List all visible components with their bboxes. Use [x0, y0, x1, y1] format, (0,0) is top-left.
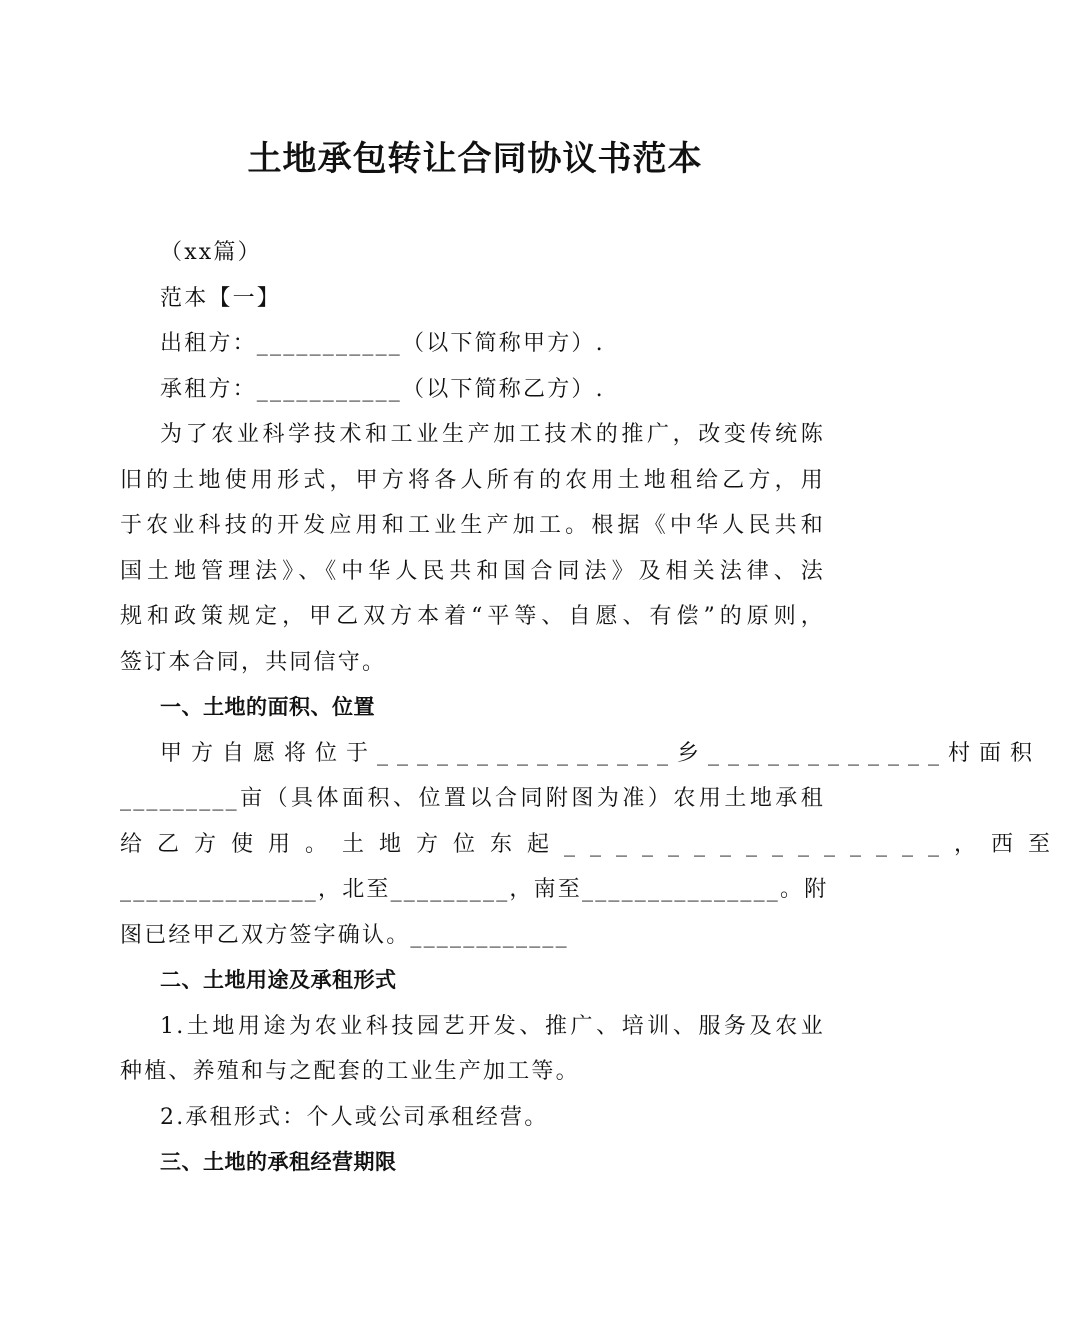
section-heading-1: 一、土地的面积、位置: [160, 695, 375, 719]
paragraph-line: 种植、养殖和与之配套的工业生产加工等。: [120, 1059, 580, 1084]
section-heading-3: 三、土地的承租经营期限: [160, 1150, 397, 1174]
paragraph-line: _______________，北至_________，南至_______________。附: [120, 877, 829, 902]
section-heading-2: 二、土地用途及承租形式: [160, 968, 397, 992]
paragraph-line: 1.土地用途为农业科技园艺开发、推广、培训、服务及农业: [160, 1013, 825, 1039]
paragraph-line: 规和政策规定，甲乙双方本着“平等、自愿、有偿”的原则，: [120, 604, 825, 629]
paragraph-line: 为了农业科学技术和工业生产加工技术的推广，改变传统陈: [160, 422, 825, 447]
edition-note: （xx篇）: [160, 240, 262, 265]
paragraph-line: 2.承租形式：个人或公司承租经营。: [160, 1104, 549, 1130]
document-body: [120, 230, 1065, 1186]
lessee-line: 承租方：___________（以下简称乙方）.: [160, 376, 605, 402]
document-title: 土地承包转让合同协议书范本: [247, 139, 703, 179]
lessor-line: 出租方：___________（以下简称甲方）.: [160, 331, 605, 356]
paragraph-line: 于农业科技的开发应用和工业生产加工。根据《中华人民共和: [120, 513, 825, 538]
paragraph-line: 给乙方使用。土地方位东起_______________，西至: [120, 831, 1065, 857]
paragraph-line: 国土地管理法》、《中华人民共和国合同法》及相关法律、法: [120, 558, 825, 584]
paragraph-line: 旧的土地使用形式，甲方将各人所有的农用土地租给乙方，用: [120, 467, 825, 493]
paragraph-line: 图已经甲乙双方签字确认。____________: [120, 922, 569, 948]
paragraph-line: 甲方自愿将位于_______________乡____________村面积: [160, 740, 1042, 766]
paragraph-line: 签订本合同，共同信守。: [120, 649, 387, 675]
paragraph-line: _________亩（具体面积、位置以合同附图为准）农用土地承租: [120, 786, 825, 811]
template-label: 范本【一】: [160, 285, 282, 311]
